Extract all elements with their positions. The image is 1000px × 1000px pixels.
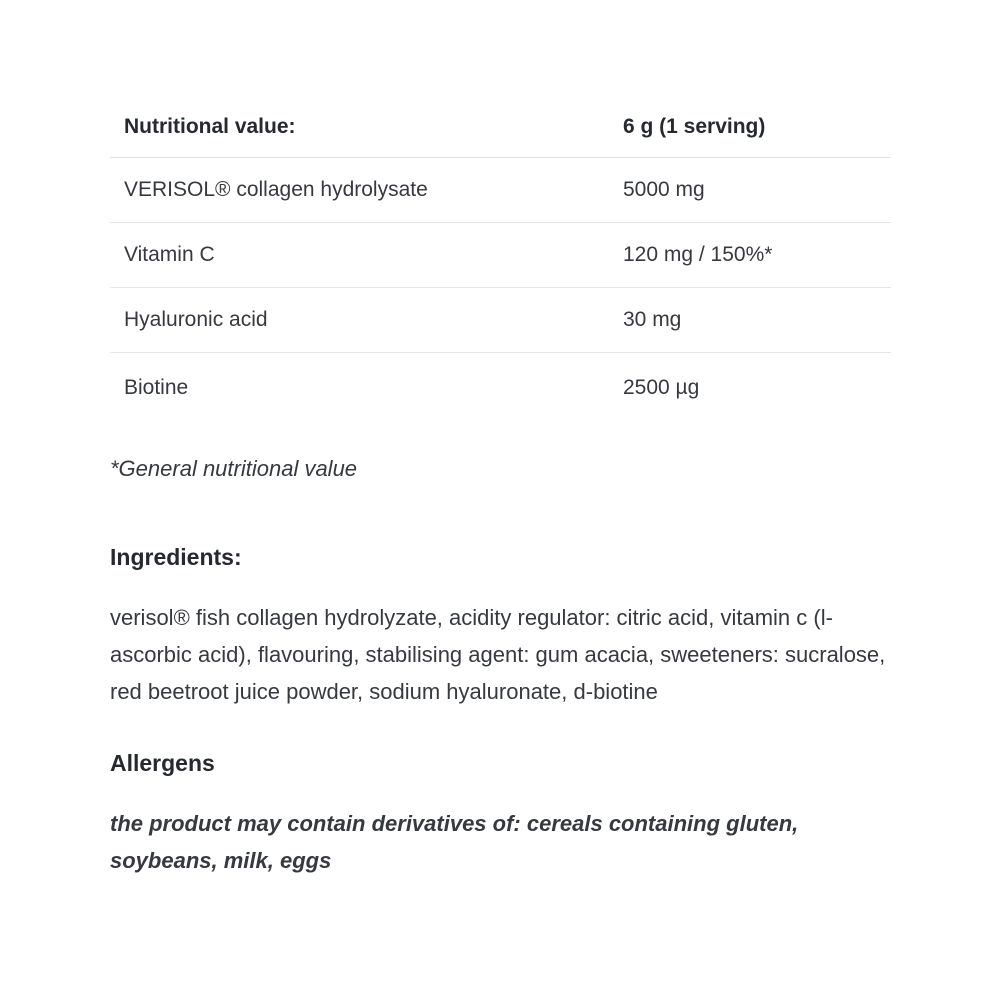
table-row <box>110 223 891 288</box>
general-nutritional-value-footnote: *General nutritional value <box>110 456 358 481</box>
ingredients-heading: Ingredients: <box>110 544 242 570</box>
allergens-text: the product may contain derivatives of: cereals containing gluten, soybeans, milk, eggs <box>110 811 799 873</box>
nutrient-amount: 2500 µg <box>623 376 700 399</box>
table-header-label: Nutritional value: <box>124 115 296 138</box>
table-row <box>110 353 891 423</box>
table-header-serving: 6 g (1 serving) <box>623 115 766 138</box>
nutrient-amount: 30 mg <box>623 308 682 331</box>
table-row <box>110 288 891 353</box>
nutrient-name: Vitamin C <box>124 243 215 266</box>
table-header-row <box>110 97 891 158</box>
nutrient-name: Biotine <box>124 376 189 399</box>
nutrient-name: Hyaluronic acid <box>124 308 268 331</box>
table-row <box>110 158 891 223</box>
nutrient-amount: 5000 mg <box>623 178 705 201</box>
nutrient-amount: 120 mg / 150%* <box>623 243 773 266</box>
allergens-heading: Allergens <box>110 750 215 776</box>
nutritional-value-table <box>110 97 891 423</box>
ingredients-text: verisol® fish collagen hydrolyzate, acidity regulator: citric acid, vitamin c (l-ascorbic acid), flavouring, stabilising agent: gum acacia, sweeteners: sucralose, red beetroot juice powder, sodium hyaluronate, d-biotine <box>110 605 886 704</box>
nutrient-name: VERISOL® collagen hydrolysate <box>124 178 428 201</box>
nutrition-info-content <box>110 97 891 879</box>
